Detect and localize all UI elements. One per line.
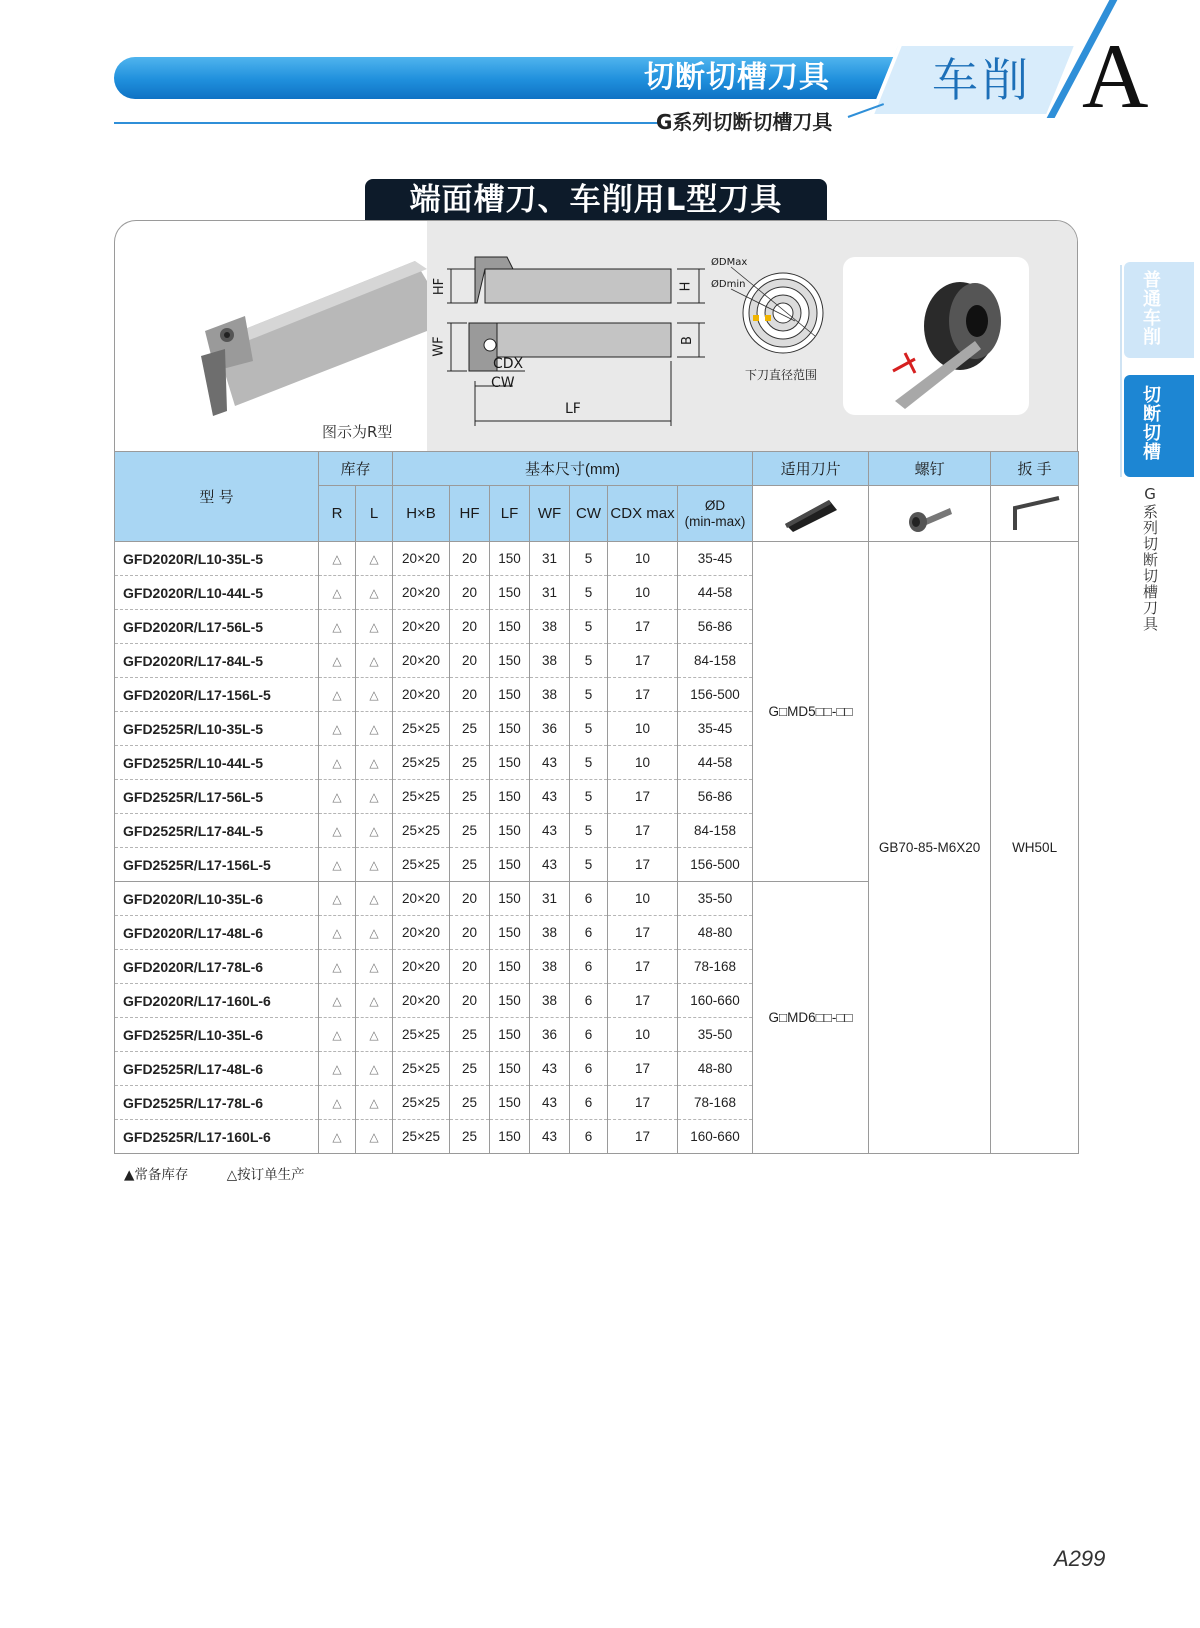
cell-hxb: 20×20 [393, 916, 450, 950]
cell-r: △ [319, 610, 356, 644]
cell-lf: 150 [490, 610, 530, 644]
cell-cdx: 17 [608, 950, 678, 984]
cell-wf: 43 [530, 1086, 570, 1120]
cell-hf: 25 [450, 1086, 490, 1120]
diameter-range-caption: 下刀直径范围 [745, 368, 818, 382]
col-od-range: (min-max) [684, 513, 746, 529]
cell-cdx: 17 [608, 984, 678, 1018]
cell-hxb: 25×25 [393, 712, 450, 746]
cell-model: GFD2525R/L17-48L-6 [115, 1052, 319, 1086]
cell-od: 78-168 [678, 1086, 753, 1120]
cell-hf: 25 [450, 780, 490, 814]
cell-cw: 6 [570, 882, 608, 916]
cell-wf: 38 [530, 610, 570, 644]
cell-cdx: 10 [608, 1018, 678, 1052]
cell-insert-group1: G□MD5□□-□□ [753, 542, 869, 882]
page-number: A299 [1054, 1546, 1106, 1571]
cell-cdx: 17 [608, 1120, 678, 1154]
dim-cw-label: CW [491, 375, 515, 391]
legend-order: △按订单生产 [226, 1167, 305, 1183]
cell-hf: 25 [450, 1052, 490, 1086]
cell-lf: 150 [490, 916, 530, 950]
cell-l: △ [356, 1018, 393, 1052]
cell-r: △ [319, 1052, 356, 1086]
cell-hxb: 25×25 [393, 1052, 450, 1086]
cell-hf: 20 [450, 950, 490, 984]
category-label: 车削 [932, 53, 1032, 107]
cell-model: GFD2525R/L17-160L-6 [115, 1120, 319, 1154]
cell-cw: 5 [570, 678, 608, 712]
cell-model: GFD2020R/L17-156L-5 [115, 678, 319, 712]
cell-lf: 150 [490, 678, 530, 712]
cell-model: GFD2020R/L17-84L-5 [115, 644, 319, 678]
cell-model: GFD2525R/L17-84L-5 [115, 814, 319, 848]
cell-hf: 20 [450, 984, 490, 1018]
cell-l: △ [356, 814, 393, 848]
cell-cdx: 10 [608, 576, 678, 610]
cell-hf: 25 [450, 712, 490, 746]
cell-hxb: 25×25 [393, 746, 450, 780]
cell-r: △ [319, 678, 356, 712]
wrench-icon [1005, 490, 1065, 534]
cell-r: △ [319, 848, 356, 882]
cell-od: 44-58 [678, 576, 753, 610]
cell-cw: 6 [570, 1052, 608, 1086]
table-body [115, 542, 1079, 1154]
cell-hxb: 20×20 [393, 610, 450, 644]
cell-l: △ [356, 1052, 393, 1086]
cell-cdx: 17 [608, 1052, 678, 1086]
cell-l: △ [356, 882, 393, 916]
cell-hf: 20 [450, 916, 490, 950]
col-insert: 适用刀片 [753, 452, 869, 486]
cell-hf: 25 [450, 1018, 490, 1052]
cell-l: △ [356, 746, 393, 780]
cell-lf: 150 [490, 712, 530, 746]
dim-b-label: B [679, 336, 695, 345]
cell-wf: 43 [530, 848, 570, 882]
cell-model: GFD2020R/L10-35L-5 [115, 542, 319, 576]
cell-lf: 150 [490, 882, 530, 916]
screw-image [869, 486, 991, 542]
cell-cw: 5 [570, 780, 608, 814]
col-basic-dims: 基本尺寸(mm) [393, 452, 753, 486]
cell-l: △ [356, 1086, 393, 1120]
cell-cdx: 10 [608, 882, 678, 916]
legend-stock: ▲常备库存 [124, 1167, 189, 1183]
cell-cdx: 10 [608, 712, 678, 746]
cell-od: 48-80 [678, 1052, 753, 1086]
cell-model: GFD2525R/L17-56L-5 [115, 780, 319, 814]
cell-hxb: 25×25 [393, 780, 450, 814]
cell-r: △ [319, 950, 356, 984]
side-rule [1120, 265, 1122, 477]
section-title: 端面槽刀、车削用L型刀具 [365, 179, 827, 221]
cell-wf: 38 [530, 984, 570, 1018]
cell-l: △ [356, 644, 393, 678]
cell-od: 35-50 [678, 1018, 753, 1052]
cell-r: △ [319, 542, 356, 576]
cell-lf: 150 [490, 984, 530, 1018]
cell-wf: 38 [530, 678, 570, 712]
cell-l: △ [356, 610, 393, 644]
cell-l: △ [356, 780, 393, 814]
cell-od: 48-80 [678, 916, 753, 950]
dim-dmin-label: ØDmin [711, 279, 746, 290]
cell-lf: 150 [490, 644, 530, 678]
cell-wf: 38 [530, 644, 570, 678]
cell-cw: 6 [570, 1086, 608, 1120]
cell-model: GFD2525R/L10-44L-5 [115, 746, 319, 780]
cell-l: △ [356, 542, 393, 576]
cell-lf: 150 [490, 950, 530, 984]
cell-cdx: 17 [608, 644, 678, 678]
cell-hf: 25 [450, 814, 490, 848]
cell-model: GFD2020R/L17-48L-6 [115, 916, 319, 950]
cell-hxb: 25×25 [393, 1086, 450, 1120]
cell-lf: 150 [490, 1086, 530, 1120]
col-cw: CW [570, 486, 608, 542]
cell-cdx: 10 [608, 746, 678, 780]
cell-cw: 5 [570, 576, 608, 610]
cell-wf: 38 [530, 950, 570, 984]
cell-l: △ [356, 1120, 393, 1154]
cell-wf: 31 [530, 542, 570, 576]
cell-od: 84-158 [678, 814, 753, 848]
col-od-label: ØD [704, 497, 726, 513]
cell-cw: 5 [570, 746, 608, 780]
cell-hxb: 20×20 [393, 678, 450, 712]
cell-insert-group2: G□MD6□□-□□ [753, 882, 869, 1154]
cell-lf: 150 [490, 576, 530, 610]
figure-caption: 图示为R型 [322, 423, 393, 441]
cell-wf: 43 [530, 1052, 570, 1086]
dim-wf-label: WF [431, 336, 447, 357]
cell-r: △ [319, 984, 356, 1018]
wrench-image [991, 486, 1079, 542]
col-stock: 库存 [319, 452, 393, 486]
cell-cdx: 17 [608, 780, 678, 814]
col-l: L [356, 486, 393, 542]
side-caption: G系列切断切槽刀具 [1141, 485, 1159, 632]
cell-hxb: 20×20 [393, 950, 450, 984]
col-lf: LF [490, 486, 530, 542]
cell-cw: 6 [570, 950, 608, 984]
cell-hf: 20 [450, 576, 490, 610]
cell-cdx: 17 [608, 814, 678, 848]
col-wf: WF [530, 486, 570, 542]
cell-hxb: 20×20 [393, 882, 450, 916]
cell-cw: 5 [570, 712, 608, 746]
cell-model: GFD2525R/L10-35L-5 [115, 712, 319, 746]
cell-cw: 6 [570, 984, 608, 1018]
cell-screw: GB70-85-M6X20 [869, 542, 991, 1154]
cell-od: 35-45 [678, 542, 753, 576]
col-model: 型 号 [115, 452, 319, 542]
cell-r: △ [319, 814, 356, 848]
cell-r: △ [319, 1120, 356, 1154]
cell-model: GFD2525R/L17-156L-5 [115, 848, 319, 882]
dim-cdx-label: CDX [493, 356, 524, 372]
product-figure [114, 220, 1078, 452]
cell-r: △ [319, 746, 356, 780]
cell-hxb: 20×20 [393, 576, 450, 610]
cell-od: 160-660 [678, 984, 753, 1018]
cell-cw: 5 [570, 848, 608, 882]
cell-wf: 43 [530, 780, 570, 814]
cell-model: GFD2020R/L17-160L-6 [115, 984, 319, 1018]
cell-hxb: 25×25 [393, 814, 450, 848]
cell-hf: 20 [450, 644, 490, 678]
cell-r: △ [319, 882, 356, 916]
cell-hxb: 20×20 [393, 984, 450, 1018]
cell-l: △ [356, 576, 393, 610]
header-bar [114, 57, 922, 99]
cell-od: 156-500 [678, 848, 753, 882]
cell-wf: 31 [530, 576, 570, 610]
cell-od: 35-50 [678, 882, 753, 916]
cell-hf: 25 [450, 848, 490, 882]
cell-hxb: 25×25 [393, 848, 450, 882]
cell-r: △ [319, 644, 356, 678]
cell-hf: 25 [450, 1120, 490, 1154]
cell-wf: 36 [530, 1018, 570, 1052]
cell-hxb: 25×25 [393, 1018, 450, 1052]
insert-icon [781, 490, 841, 534]
cell-model: GFD2020R/L17-56L-5 [115, 610, 319, 644]
cell-l: △ [356, 984, 393, 1018]
cell-cdx: 10 [608, 542, 678, 576]
cell-r: △ [319, 576, 356, 610]
cell-hxb: 20×20 [393, 644, 450, 678]
cell-hf: 20 [450, 542, 490, 576]
cell-lf: 150 [490, 746, 530, 780]
cell-wf: 43 [530, 1120, 570, 1154]
cell-od: 56-86 [678, 780, 753, 814]
screw-icon [900, 490, 960, 534]
cell-hf: 25 [450, 746, 490, 780]
cell-od: 78-168 [678, 950, 753, 984]
cell-wf: 36 [530, 712, 570, 746]
cell-hxb: 20×20 [393, 542, 450, 576]
product-table [114, 451, 1079, 1154]
cell-wf: 38 [530, 916, 570, 950]
cell-cw: 5 [570, 610, 608, 644]
cell-hf: 20 [450, 678, 490, 712]
header-rule [114, 122, 660, 124]
cell-hf: 20 [450, 610, 490, 644]
top-view-drawing [447, 257, 705, 303]
cell-hxb: 25×25 [393, 1120, 450, 1154]
cell-lf: 150 [490, 848, 530, 882]
cell-lf: 150 [490, 814, 530, 848]
cell-r: △ [319, 1086, 356, 1120]
cell-lf: 150 [490, 1018, 530, 1052]
cell-cw: 5 [570, 542, 608, 576]
cell-cw: 6 [570, 916, 608, 950]
cell-od: 84-158 [678, 644, 753, 678]
header-title: 切断切槽刀具 [644, 60, 830, 95]
cell-od: 56-86 [678, 610, 753, 644]
table-row [115, 542, 1079, 576]
cell-wf: 31 [530, 882, 570, 916]
side-tab-grooving-label: 切断切槽 [1140, 385, 1161, 461]
dim-h-label: H [678, 281, 694, 292]
cell-l: △ [356, 950, 393, 984]
cell-od: 35-45 [678, 712, 753, 746]
cell-model: GFD2020R/L17-78L-6 [115, 950, 319, 984]
cell-od: 156-500 [678, 678, 753, 712]
cell-r: △ [319, 1018, 356, 1052]
cell-cdx: 17 [608, 848, 678, 882]
cell-cdx: 17 [608, 678, 678, 712]
dim-hf-label: HF [432, 277, 448, 296]
side-tab-turning-label: 普通车削 [1140, 270, 1161, 346]
cell-od: 44-58 [678, 746, 753, 780]
cell-cdx: 17 [608, 610, 678, 644]
cell-cw: 6 [570, 1120, 608, 1154]
section-letter: A [1082, 25, 1149, 127]
col-r: R [319, 486, 356, 542]
cell-lf: 150 [490, 780, 530, 814]
cell-l: △ [356, 712, 393, 746]
cell-cdx: 17 [608, 916, 678, 950]
cell-lf: 150 [490, 542, 530, 576]
col-od [678, 486, 753, 542]
cell-wf: 43 [530, 814, 570, 848]
cell-lf: 150 [490, 1120, 530, 1154]
cell-od: 160-660 [678, 1120, 753, 1154]
cell-cw: 5 [570, 814, 608, 848]
cell-l: △ [356, 848, 393, 882]
insert-image [753, 486, 869, 542]
cell-cw: 6 [570, 1018, 608, 1052]
cell-wf: 43 [530, 746, 570, 780]
cell-l: △ [356, 916, 393, 950]
cell-r: △ [319, 780, 356, 814]
cell-cdx: 17 [608, 1086, 678, 1120]
dim-lf-label: LF [565, 401, 581, 417]
cell-model: GFD2525R/L10-35L-6 [115, 1018, 319, 1052]
legend [124, 1163, 339, 1183]
dim-dmax-label: ØDMax [711, 257, 748, 268]
col-wrench: 扳 手 [991, 452, 1079, 486]
cell-r: △ [319, 712, 356, 746]
cell-model: GFD2020R/L10-35L-6 [115, 882, 319, 916]
cell-hf: 20 [450, 882, 490, 916]
tool-holder-3d-image [201, 261, 427, 416]
col-hf: HF [450, 486, 490, 542]
cell-model: GFD2525R/L17-78L-6 [115, 1086, 319, 1120]
col-screw: 螺钉 [869, 452, 991, 486]
cell-cw: 5 [570, 644, 608, 678]
cell-r: △ [319, 916, 356, 950]
cell-l: △ [356, 678, 393, 712]
col-hxb: H×B [393, 486, 450, 542]
cell-model: GFD2020R/L10-44L-5 [115, 576, 319, 610]
tool-drawings [115, 221, 1078, 452]
col-cdx: CDX max [608, 486, 678, 542]
cell-lf: 150 [490, 1052, 530, 1086]
cell-wrench: WH50L [991, 542, 1079, 1154]
header-subtitle: G系列切断切槽刀具 [656, 110, 833, 134]
